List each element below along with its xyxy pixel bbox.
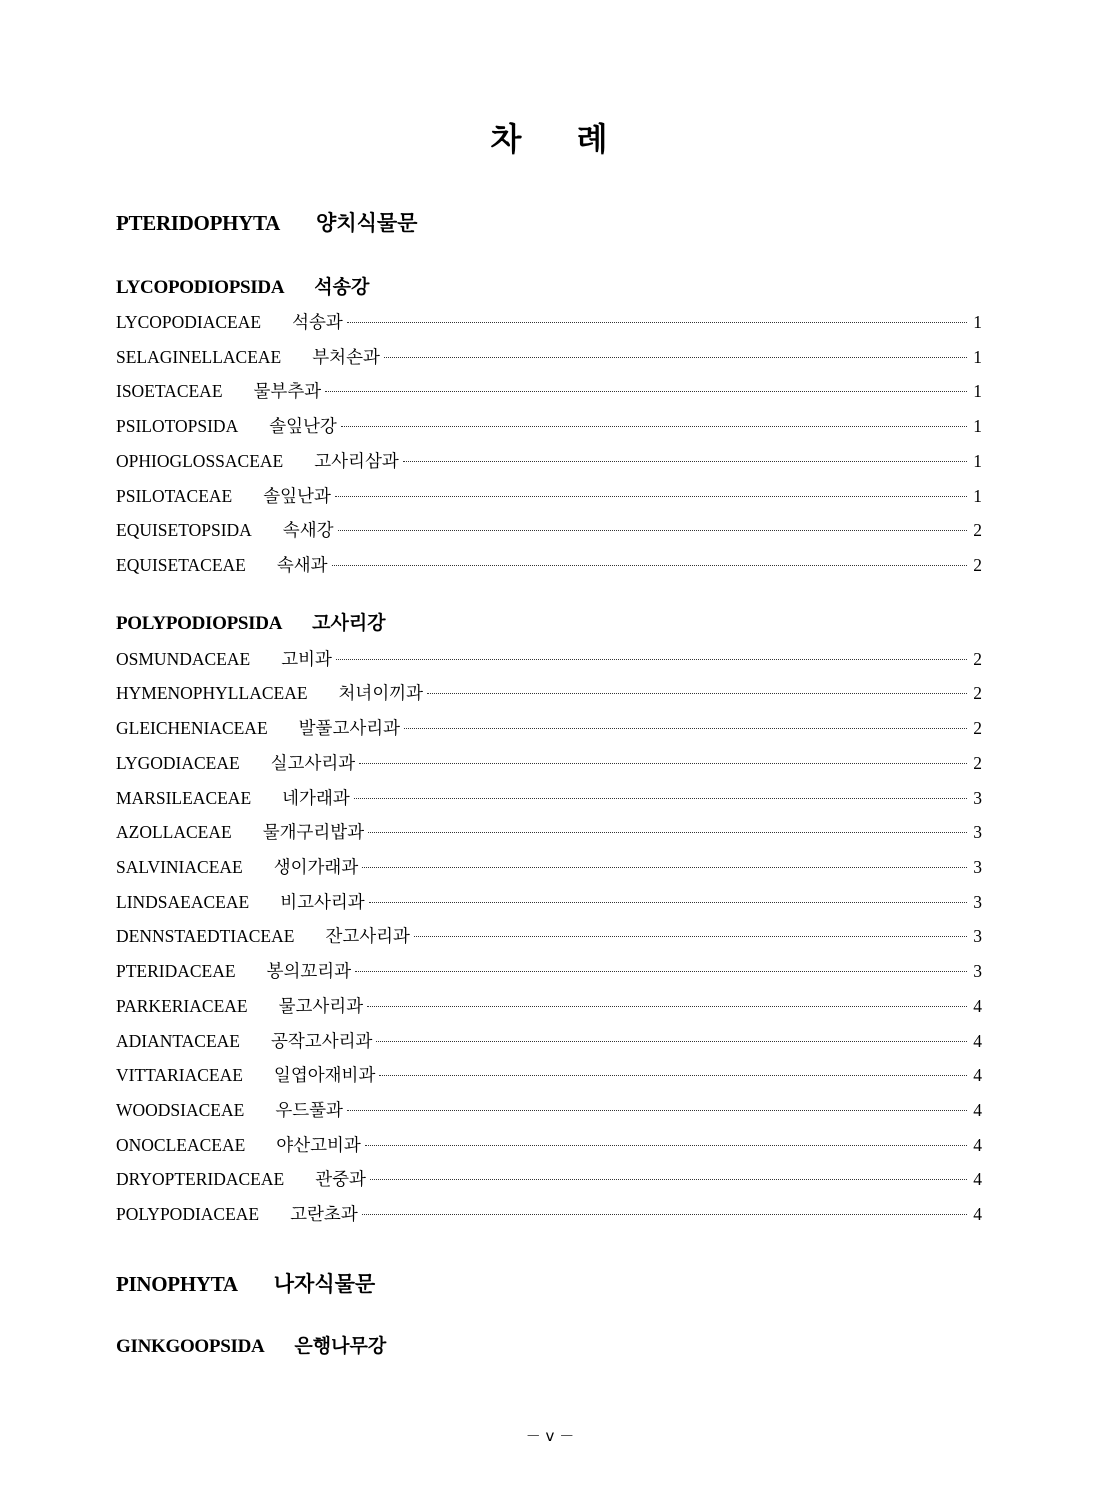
division-latin: PINOPHYTA	[116, 1272, 238, 1296]
entry-korean: 관중과	[315, 1170, 366, 1190]
entry-page-number: 4	[973, 1169, 982, 1189]
entry-page-number: 2	[973, 683, 982, 703]
entry-page-number: 2	[973, 718, 982, 738]
entry-page-number: 4	[973, 996, 982, 1016]
entry-latin: EQUISETACEAE	[116, 555, 246, 575]
division-latin: PTERIDOPHYTA	[116, 211, 281, 235]
dot-leader	[341, 426, 967, 427]
entry-page-number: 4	[973, 1204, 982, 1224]
dot-leader	[347, 1110, 967, 1111]
toc-entry[interactable]	[116, 517, 982, 541]
division-heading-pteridophyta	[116, 207, 417, 237]
toc-entry[interactable]	[116, 889, 982, 913]
entry-latin: PSILOTACEAE	[116, 486, 233, 506]
toc-entry[interactable]	[116, 680, 982, 704]
entry-page-number: 2	[973, 649, 982, 669]
entry-page-number: 3	[973, 961, 982, 981]
toc-entry[interactable]	[116, 483, 982, 507]
entry-korean: 솔잎난강	[269, 417, 337, 437]
dot-leader	[362, 1214, 967, 1215]
entry-page-number: 3	[973, 857, 982, 877]
page-title: 차 례	[490, 120, 630, 158]
dot-leader	[414, 936, 967, 937]
toc-entry[interactable]	[116, 750, 982, 774]
entry-page-number: 1	[973, 381, 982, 401]
entry-latin: LINDSAEACEAE	[116, 892, 250, 912]
toc-entry[interactable]	[116, 785, 982, 809]
toc-entry[interactable]	[116, 993, 982, 1017]
dot-leader	[376, 1041, 967, 1042]
dot-leader	[362, 867, 967, 868]
class-latin: GINKGOOPSIDA	[116, 1336, 265, 1357]
toc-entry[interactable]	[116, 923, 982, 947]
toc-entry[interactable]	[116, 1062, 982, 1086]
dot-leader	[335, 496, 967, 497]
toc-entry[interactable]	[116, 715, 982, 739]
division-heading-pinophyta	[116, 1268, 375, 1298]
toc-entry[interactable]	[116, 378, 982, 402]
entry-latin: OSMUNDACEAE	[116, 649, 251, 669]
dot-leader	[403, 461, 967, 462]
entry-korean: 물고사리과	[278, 997, 364, 1017]
toc-entry[interactable]	[116, 1132, 982, 1156]
entry-korean: 처녀이끼과	[338, 684, 424, 704]
entry-korean: 고사리삼과	[314, 452, 399, 472]
entry-korean: 실고사리과	[270, 754, 356, 774]
entry-page-number: 3	[973, 822, 982, 842]
dot-leader	[367, 1006, 967, 1007]
entry-page-number: 3	[973, 926, 982, 946]
dot-leader	[365, 1145, 967, 1146]
entry-latin: GLEICHENIACEAE	[116, 718, 268, 738]
toc-entry[interactable]	[116, 344, 982, 368]
dot-leader	[368, 832, 967, 833]
entry-page-number: 2	[973, 520, 982, 540]
dot-leader	[427, 693, 967, 694]
toc-entry[interactable]	[116, 1028, 982, 1052]
toc-entry[interactable]	[116, 413, 982, 437]
entry-latin: POLYPODIACEAE	[116, 1204, 260, 1224]
entry-korean: 솔잎난과	[263, 487, 331, 507]
dot-leader	[354, 798, 967, 799]
division-korean: 나자식물문	[273, 1272, 376, 1296]
class-korean: 은행나무강	[294, 1335, 387, 1357]
class-heading-ginkgoopsida	[116, 1331, 386, 1358]
entry-korean: 발풀고사리과	[298, 719, 401, 739]
entry-korean: 석송과	[292, 313, 343, 333]
entry-latin: OPHIOGLOSSACEAE	[116, 451, 284, 471]
dot-leader	[338, 530, 967, 531]
entry-page-number: 4	[973, 1100, 982, 1120]
division-korean: 양치식물문	[316, 211, 418, 235]
dot-leader	[379, 1075, 967, 1076]
entry-korean: 부처손과	[312, 348, 380, 368]
entry-latin: ONOCLEACEAE	[116, 1135, 246, 1155]
entry-korean: 속새과	[276, 556, 328, 576]
entry-page-number: 1	[973, 486, 982, 506]
entry-korean: 고비과	[281, 650, 332, 670]
entry-korean: 야산고비과	[276, 1136, 361, 1156]
dot-leader	[325, 391, 967, 392]
class-heading-lycopodiopsida	[116, 272, 369, 299]
entry-latin: PSILOTOPSIDA	[116, 416, 239, 436]
entry-korean: 물개구리밥과	[262, 823, 365, 843]
entry-korean: 속새강	[282, 521, 334, 541]
dot-leader	[355, 971, 967, 972]
entry-page-number: 4	[973, 1135, 982, 1155]
class-korean: 고사리강	[312, 612, 386, 634]
entry-korean: 우드풀과	[275, 1101, 343, 1121]
entry-latin: HYMENOPHYLLACEAE	[116, 683, 308, 703]
toc-entry[interactable]	[116, 1166, 982, 1190]
class-latin: LYCOPODIOPSIDA	[116, 277, 285, 298]
class-heading-polypodiopsida	[116, 608, 386, 635]
entry-page-number: 1	[973, 347, 982, 367]
toc-entry[interactable]	[116, 646, 982, 670]
entry-latin: PTERIDACEAE	[116, 961, 236, 981]
dot-leader	[336, 659, 967, 660]
entry-korean: 일엽아재비과	[273, 1066, 376, 1086]
entry-latin: SELAGINELLACEAE	[116, 347, 282, 367]
entry-page-number: 1	[973, 416, 982, 436]
entry-latin: LYGODIACEAE	[116, 753, 240, 773]
dot-leader	[347, 322, 967, 323]
entry-page-number: 3	[973, 892, 982, 912]
entry-korean: 봉의꼬리과	[266, 962, 352, 982]
entry-latin: PARKERIACEAE	[116, 996, 248, 1016]
class-korean: 석송강	[314, 276, 370, 298]
entry-latin: WOODSIACEAE	[116, 1100, 245, 1120]
toc-entry[interactable]	[116, 819, 982, 843]
toc-entry[interactable]	[116, 552, 982, 576]
entry-korean: 비고사리과	[280, 893, 365, 913]
dot-leader	[369, 902, 967, 903]
dot-leader	[404, 728, 967, 729]
toc-entry[interactable]	[116, 958, 982, 982]
entry-korean: 생이가래과	[273, 858, 359, 878]
dot-leader	[332, 565, 967, 566]
entry-latin: EQUISETOPSIDA	[116, 520, 252, 540]
toc-entry[interactable]	[116, 1201, 982, 1225]
entry-page-number: 4	[973, 1031, 982, 1051]
entry-latin: ADIANTACEAE	[116, 1031, 240, 1051]
entry-korean: 잔고사리과	[325, 927, 410, 947]
entry-page-number: 1	[973, 312, 982, 332]
entry-latin: AZOLLACEAE	[116, 822, 232, 842]
entry-latin: SALVINIACEAE	[116, 857, 243, 877]
toc-entry[interactable]	[116, 1097, 982, 1121]
entry-page-number: 4	[973, 1065, 982, 1085]
entry-latin: DRYOPTERIDACEAE	[116, 1169, 285, 1189]
entry-latin: LYCOPODIACEAE	[116, 312, 262, 332]
entry-latin: DENNSTAEDTIACEAE	[116, 926, 295, 946]
toc-entry[interactable]	[116, 854, 982, 878]
page-number-footer: － v －	[525, 1427, 575, 1445]
class-latin: POLYPODIOPSIDA	[116, 613, 283, 634]
entry-korean: 네가래과	[282, 789, 350, 809]
entry-page-number: 3	[973, 788, 982, 808]
dot-leader	[370, 1179, 967, 1180]
entry-page-number: 2	[973, 555, 982, 575]
dot-leader	[384, 357, 967, 358]
dot-leader	[359, 763, 967, 764]
entry-page-number: 1	[973, 451, 982, 471]
entry-korean: 물부추과	[253, 382, 322, 402]
toc-entry[interactable]	[116, 309, 982, 333]
toc-entry[interactable]	[116, 448, 982, 472]
entry-latin: VITTARIACEAE	[116, 1065, 243, 1085]
entry-korean: 공작고사리과	[271, 1032, 373, 1052]
entry-latin: ISOETACEAE	[116, 381, 223, 401]
entry-page-number: 2	[973, 753, 982, 773]
entry-korean: 고란초과	[290, 1205, 358, 1225]
entry-latin: MARSILEACEAE	[116, 788, 252, 808]
